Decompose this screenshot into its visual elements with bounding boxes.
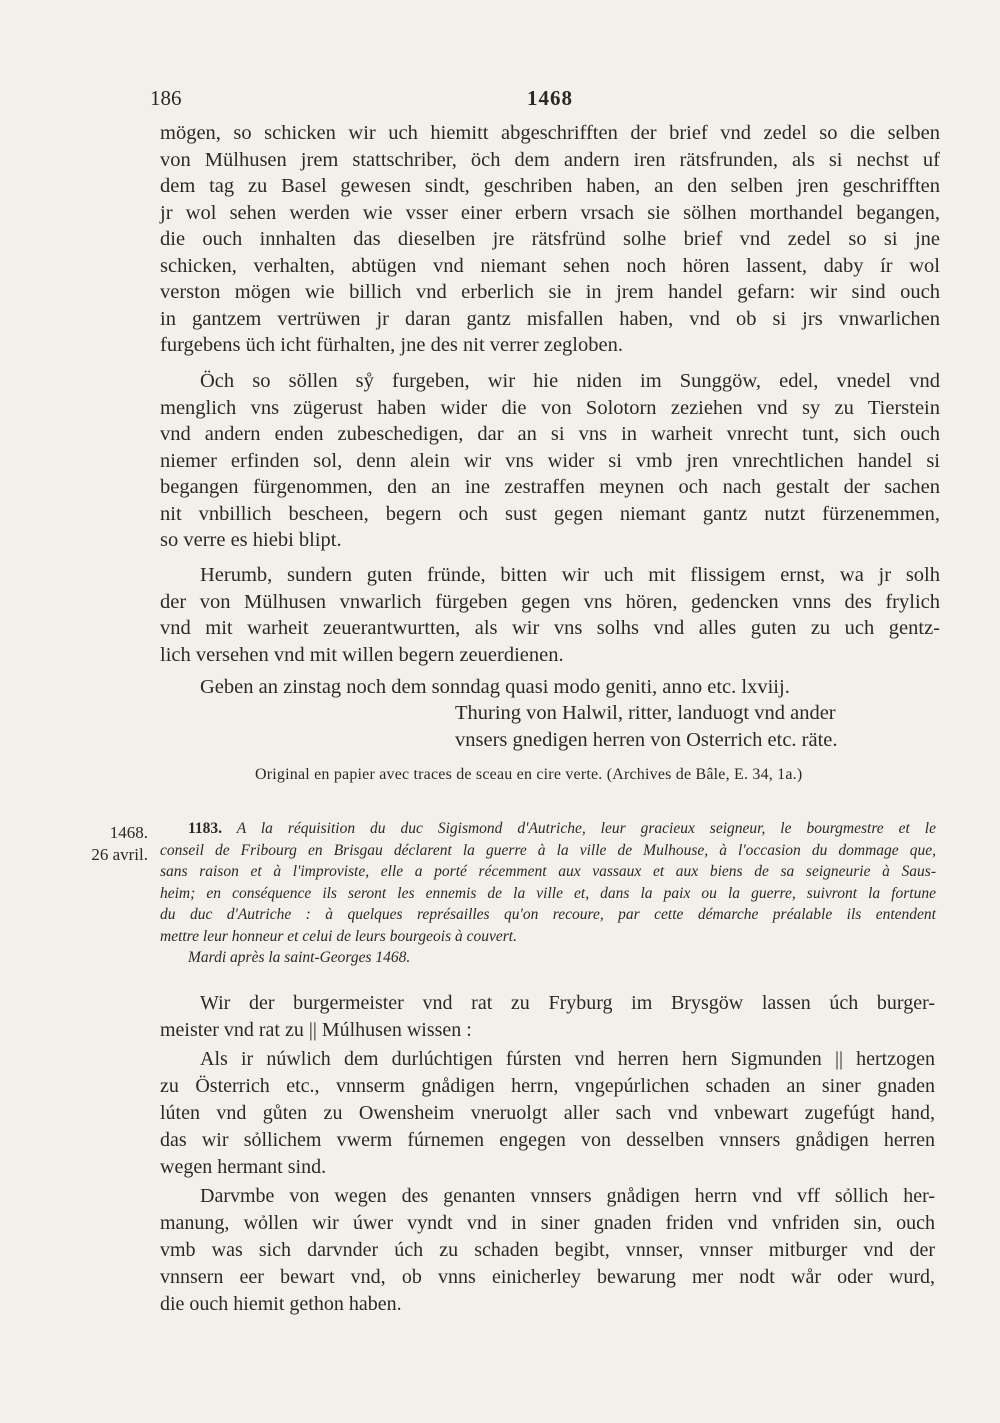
summary-line: sans raison et à l'improviste, elle a porté récemment aux vassaux et aux biens de sa seigneurie à Saus- [160,863,936,880]
paragraph-2 [160,368,940,554]
page-number: 186 [150,86,182,110]
source-note: Original en papier avec traces de sceau en cire verte. (Archives de Bâle, E. 34, 1a.) [255,766,803,783]
dating-clause [160,674,940,701]
letter-text [160,990,935,1318]
text-line: lúten vnd gůten zu Owensheim vneruolgt aller sach vnd vnbewart zugefúgt hand, [160,1102,935,1124]
text-line: Geben an zinstag noch dem sonndag quasi modo geniti, anno etc. lxviij. [200,676,790,698]
text-line: begangen fürgenommen, den an ine zestraffen meynen och nach gestalt der sachen [160,476,940,498]
running-header-year: 1468 [527,86,573,110]
signature-line: vnsers gnedigen herren von Osterrich etc. räte. [455,728,838,751]
text-line: wegen hermant sind. [160,1156,327,1178]
summary-line: mettre leur honneur et celui de leurs bourgeois à couvert. [160,927,517,945]
text-line: Als ir núwlich dem durlúchtigen fúrsten vnd herren hern Sigmunden || hertzogen [200,1048,935,1070]
text-line: vnd andern enden zubeschedigen, dar an si vns in warheit vnrecht tunt, sich ouch [160,423,940,445]
text-line: Herumb, sundern guten fründe, bitten wir uch mit flissigem ernst, wa jr solh [200,564,940,586]
text-line: so verre es hiebi blipt. [160,529,342,551]
text-line: die ouch innhalten das dieselben jre rätsfründ solhe brief vnd zedel so si jne [160,228,940,250]
text-line: Wir der burgermeister vnd rat zu Fryburg im Brysgöw lassen úch burger- [200,992,935,1014]
entry-number: 1183. [188,820,223,837]
text-line: Öch so söllen sẙ furgeben, wir hie niden im Sunggöw, edel, vnedel vnd [200,370,940,392]
summary-line: du duc d'Autriche : à quelques représailles qu'on recoure, par cette démarche préalable ils entendent [160,906,936,923]
text-line: die ouch hiemit gethon haben. [160,1293,402,1315]
text-line: manung, wỏllen wir úwer vyndt vnd in siner gnaden friden vnd vnfriden sin, ouch [160,1212,935,1234]
text-line: vmb was sich darvnder úch zu schaden begibt, vnnser, vnnser mitburger vnd der [160,1239,935,1261]
text-line: zu Österrich etc., vnnserm gnådigen herrn, vngepúrlichen schaden an siner gnaden [160,1075,935,1097]
margin-day: 26 avril. [91,845,148,864]
text-line: von Mülhusen jrem stattschriber, öch dem andern iren rätsfrunden, als si nechst uf [160,148,940,171]
text-line: verston mögen wie billich vnd erberlich sie in jrem handel gefarn: wir sind ouch [160,281,940,303]
text-line: in gantzem vertrüwen jr daran gantz misfallen haben, vnd ob si jrs vnwarlichen [160,307,940,330]
text-line: jr wol sehen werden wie vsser einer erbern vrsach sie sölhen morthandel begangen, [160,201,940,224]
margin-year: 1468. [109,823,148,842]
text-line: furgebens üch icht fürhalten, jne des nit verrer zegloben. [160,334,623,356]
text-line: vnnsern eer bewart vnd, ob vnns einicherley bewarung mer nodt wår oder wurd, [160,1266,935,1288]
entry-summary [160,818,936,969]
page-header [150,86,940,114]
text-line: das wir sỏllichem vwerm fúrnemen engegen von desselben vnnsers gnådigen herren [160,1129,935,1151]
text-line: schicken, verhalten, abtügen vnd niemant sehen noch hören lassent, daby ír wol [160,254,940,277]
summary-line: heim; en conséquence ils seront les ennemis de la ville et, dans la paix ou la guerre, suivront la fortune [160,884,936,902]
text-line: mögen, so schicken wir uch hiemitt abgeschrifften der brief vnd zedel so die selben [160,122,940,144]
text-line: dem tag zu Basel gewesen sindt, geschriben haben, an den selben jren geschrifften [160,175,940,197]
text-line: menglich vns zügerust haben wider die von Solotorn zeziehen vnd sy zu Tierstein [160,396,940,419]
text-line: meister vnd rat zu || Múlhusen wissen : [160,1019,472,1041]
signature-line: Thuring von Halwil, ritter, landuogt vnd ander [455,702,836,724]
summary-line: conseil de Fribourg en Brisgau déclarent la guerre à la ville de Mulhouse, à l'occasion du dommage que, [160,841,936,859]
margin-date [84,822,148,866]
text-line: niemer erfinden sol, denn alein wir vns wider si vmb jren vnrechtlichen handel si [160,449,940,472]
text-line: lich versehen vnd mit willen begern zeuerdienen. [160,643,564,666]
paragraph-3 [160,562,940,668]
paragraph-1 [160,120,940,359]
summary-line: A la réquisition du duc Sigismond d'Autriche, leur gracieux seigneur, le bourgmestre et le [236,820,936,837]
text-line: vnd mit warheit zeuerantwurtten, als wir vns solhs vnd alles guten zu uch gentz- [160,617,940,639]
text-line: Darvmbe von wegen des genanten vnnsers gnådigen herrn vnd vff sỏllich her- [200,1185,935,1207]
signature-block [455,700,895,753]
entry-date: Mardi après la saint-Georges 1468. [188,949,411,966]
text-line: nit vnbillich bescheen, begern och sust gegen niemant gantz nutzt fürzenemmen, [160,502,940,525]
text-line: der von Mülhusen vnwarlich fürgeben gegen vns hören, gedencken vnns des frylich [160,590,940,613]
